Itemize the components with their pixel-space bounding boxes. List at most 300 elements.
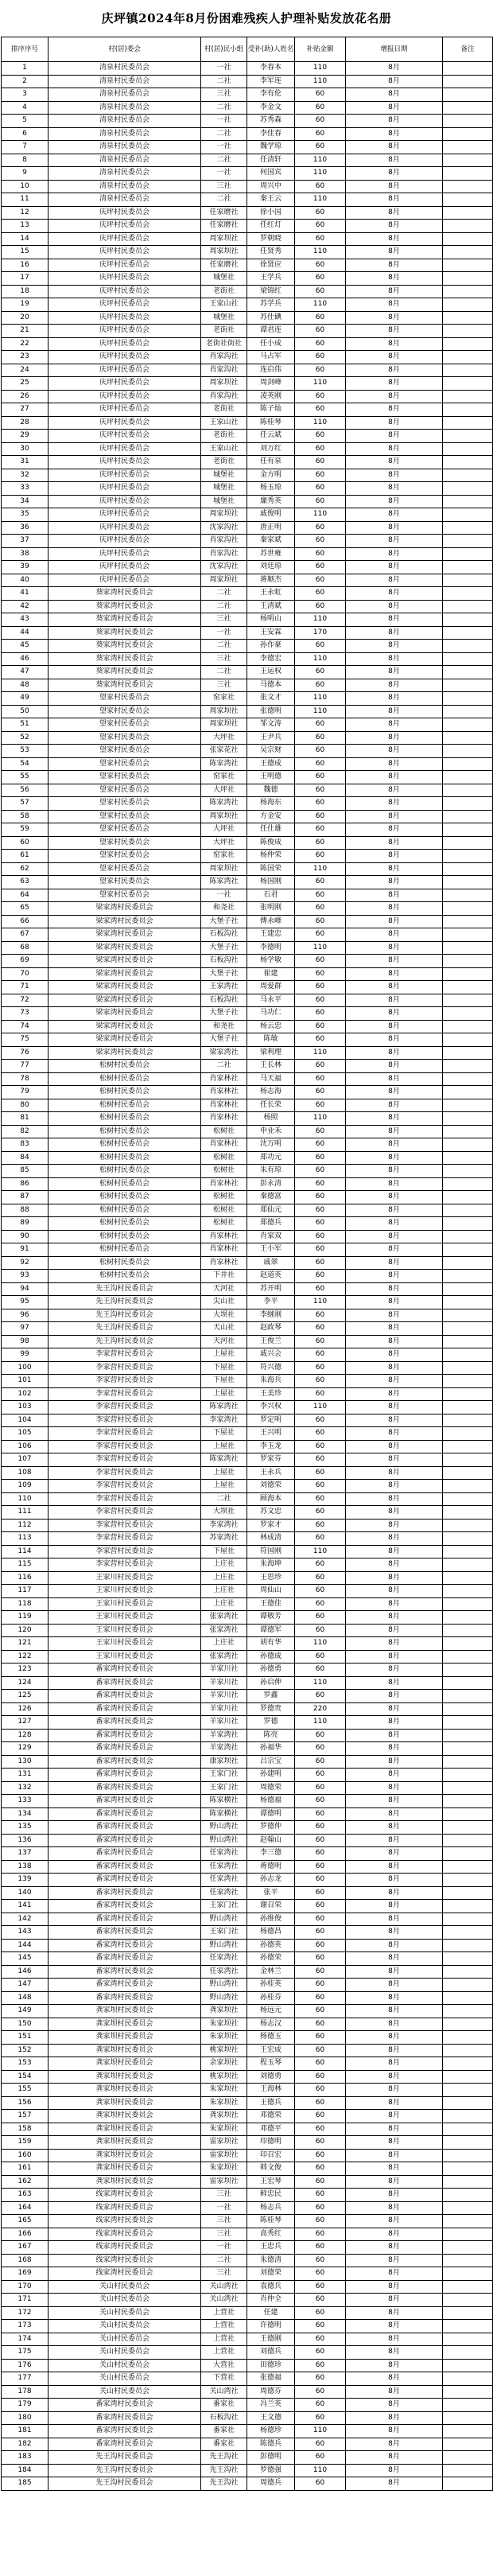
cell-committee: 番家湾村民委员会: [49, 1702, 201, 1716]
cell-name: 马功仁: [247, 1007, 295, 1021]
cell-group: 张家花社: [201, 745, 247, 758]
cell-name: 李继刚: [247, 1309, 295, 1322]
cell-remark: [443, 1191, 493, 1204]
cell-seq: 11: [2, 193, 49, 207]
cell-committee: 庆坪村民委员会: [49, 495, 201, 508]
cell-amount: 60: [295, 600, 346, 613]
cell-date: 8月: [346, 2018, 443, 2031]
cell-amount: 60: [295, 1204, 346, 1217]
cell-group: 陈家湾社: [201, 757, 247, 771]
cell-amount: 60: [295, 745, 346, 758]
cell-remark: [443, 390, 493, 403]
cell-name: 朱德清: [247, 2254, 295, 2267]
cell-amount: 60: [295, 1125, 346, 1138]
cell-remark: [443, 2294, 493, 2307]
cell-date: 8月: [346, 1191, 443, 1204]
cell-remark: [443, 2320, 493, 2333]
table-row: [2, 2215, 493, 2228]
cell-name: 苏开明: [247, 1282, 295, 1296]
cell-name: 罗德强: [247, 2464, 295, 2477]
cell-date: 8月: [346, 1125, 443, 1138]
cell-name: 王永虹: [247, 587, 295, 601]
cell-group: 下井社: [201, 1270, 247, 1283]
cell-seq: 104: [2, 1414, 49, 1427]
cell-group: 任家湾社: [201, 1860, 247, 1874]
table-row: [2, 967, 493, 981]
cell-date: 8月: [346, 587, 443, 601]
cell-amount: 60: [295, 1506, 346, 1520]
cell-amount: 60: [295, 2333, 346, 2346]
cell-name: 傅永峰: [247, 915, 295, 928]
cell-seq: 116: [2, 1571, 49, 1585]
cell-amount: 60: [295, 2189, 346, 2202]
cell-date: 8月: [346, 1558, 443, 1572]
cell-remark: [443, 167, 493, 181]
table-row: [2, 1453, 493, 1467]
table-row: [2, 535, 493, 548]
cell-date: 8月: [346, 902, 443, 916]
cell-remark: [443, 115, 493, 128]
table-row: [2, 2005, 493, 2018]
cell-name: 陈俊成: [247, 836, 295, 850]
cell-committee: 龚家坝村民委员会: [49, 2175, 201, 2189]
cell-seq: 128: [2, 1729, 49, 1742]
cell-amount: 60: [295, 850, 346, 863]
cell-name: 马永平: [247, 994, 295, 1007]
table-row: [2, 1492, 493, 1506]
table-row: [2, 1335, 493, 1348]
table-row: [2, 1571, 493, 1585]
cell-remark: [443, 889, 493, 902]
cell-amount: 60: [295, 1571, 346, 1585]
table-row: [2, 1519, 493, 1532]
cell-name: 郑功元: [247, 1151, 295, 1165]
cell-date: 8月: [346, 154, 443, 167]
cell-date: 8月: [346, 1755, 443, 1769]
cell-date: 8月: [346, 2084, 443, 2097]
cell-remark: [443, 246, 493, 259]
cell-date: 8月: [346, 797, 443, 811]
cell-group: 二社: [201, 101, 247, 115]
cell-group: 天山社: [201, 1322, 247, 1336]
cell-group: 周家坝社: [201, 246, 247, 259]
cell-amount: 110: [295, 1716, 346, 1730]
cell-group: 一社: [201, 889, 247, 902]
cell-group: 关山湾社: [201, 2280, 247, 2294]
cell-group: 雷家坝社: [201, 2149, 247, 2162]
cell-remark: [443, 902, 493, 916]
cell-remark: [443, 2110, 493, 2123]
cell-group: 老街社: [201, 285, 247, 298]
cell-name: 朱有琼: [247, 1165, 295, 1178]
cell-seq: 55: [2, 771, 49, 784]
cell-amount: 60: [295, 2005, 346, 2018]
cell-seq: 90: [2, 1230, 49, 1243]
cell-group: 王家门社: [201, 1926, 247, 1940]
cell-name: 鲜忠民: [247, 2189, 295, 2202]
table-row: [2, 167, 493, 181]
cell-seq: 106: [2, 1440, 49, 1453]
table-row: [2, 364, 493, 377]
cell-amount: 60: [295, 337, 346, 351]
cell-seq: 42: [2, 600, 49, 613]
cell-amount: 60: [295, 115, 346, 128]
cell-date: 8月: [346, 652, 443, 666]
cell-group: 肖家林社: [201, 1177, 247, 1191]
cell-group: 一社: [201, 62, 247, 76]
cell-date: 8月: [346, 1492, 443, 1506]
cell-seq: 100: [2, 1361, 49, 1375]
cell-name: 金方明: [247, 469, 295, 482]
cell-amount: 60: [295, 928, 346, 942]
cell-committee: 庆坪村民委员会: [49, 206, 201, 220]
cell-date: 8月: [346, 1519, 443, 1532]
cell-remark: [443, 180, 493, 193]
cell-amount: 60: [295, 1387, 346, 1401]
cell-seq: 162: [2, 2175, 49, 2189]
cell-name: 蒋顺杰: [247, 574, 295, 587]
cell-date: 8月: [346, 1046, 443, 1060]
cell-date: 8月: [346, 1099, 443, 1112]
table-row: [2, 797, 493, 811]
cell-remark: [443, 1060, 493, 1073]
cell-remark: [443, 797, 493, 811]
cell-committee: 李家营村民委员会: [49, 1440, 201, 1453]
cell-committee: 先王沟村民委员会: [49, 1322, 201, 1336]
cell-seq: 130: [2, 1755, 49, 1769]
cell-group: 羊家川社: [201, 1664, 247, 1677]
cell-date: 8月: [346, 115, 443, 128]
col-header-group: 村(居)民小组: [201, 37, 247, 62]
cell-date: 8月: [346, 955, 443, 968]
table-row: [2, 1637, 493, 1651]
cell-group: 大坪社: [201, 731, 247, 745]
cell-seq: 25: [2, 377, 49, 391]
cell-group: 上庄社: [201, 1585, 247, 1598]
cell-amount: 110: [295, 508, 346, 522]
cell-seq: 93: [2, 1270, 49, 1283]
page-title: 庆坪镇2024年8月份困难残疾人护理补贴发放花名册: [101, 11, 392, 25]
cell-group: 二社: [201, 75, 247, 88]
cell-committee: 葵家湾村民委员会: [49, 600, 201, 613]
cell-seq: 124: [2, 1676, 49, 1690]
cell-date: 8月: [346, 2096, 443, 2110]
cell-date: 8月: [346, 2464, 443, 2477]
cell-date: 8月: [346, 2372, 443, 2386]
table-row: [2, 2162, 493, 2176]
table-row: [2, 1781, 493, 1795]
cell-date: 8月: [346, 1401, 443, 1414]
cell-amount: 60: [295, 1900, 346, 1913]
table-row: [2, 1558, 493, 1572]
cell-seq: 141: [2, 1900, 49, 1913]
cell-amount: 60: [295, 2254, 346, 2267]
cell-committee: 番家湾村民委员会: [49, 1834, 201, 1847]
cell-amount: 60: [295, 718, 346, 732]
table-row: [2, 2267, 493, 2281]
cell-group: 沈家沟社: [201, 521, 247, 535]
cell-committee: 线家湾村民委员会: [49, 2228, 201, 2241]
cell-name: 韩文俊: [247, 2162, 295, 2176]
cell-remark: [443, 2464, 493, 2477]
cell-remark: [443, 1860, 493, 1874]
disability-subsidy-table: [1, 37, 493, 2491]
cell-name: 刘德荣: [247, 2267, 295, 2281]
table-row: [2, 1322, 493, 1336]
cell-date: 8月: [346, 232, 443, 246]
cell-remark: [443, 62, 493, 76]
cell-seq: 101: [2, 1375, 49, 1388]
cell-amount: 170: [295, 626, 346, 640]
table-row: [2, 351, 493, 364]
table-row: [2, 2399, 493, 2412]
cell-group: 下屋社: [201, 1375, 247, 1388]
table-row: [2, 561, 493, 574]
cell-remark: [443, 1637, 493, 1651]
cell-group: 上庄社: [201, 1571, 247, 1585]
cell-amount: 60: [295, 1165, 346, 1178]
cell-group: 和尧社: [201, 902, 247, 916]
cell-group: 周家坝社: [201, 232, 247, 246]
cell-remark: [443, 1007, 493, 1021]
table-row: [2, 456, 493, 469]
cell-seq: 177: [2, 2372, 49, 2386]
col-header-seq: 排序序号: [2, 37, 49, 62]
cell-group: 周家坝社: [201, 862, 247, 876]
cell-seq: 8: [2, 154, 49, 167]
cell-amount: 60: [295, 1453, 346, 1467]
cell-committee: 松树村民委员会: [49, 1191, 201, 1204]
cell-seq: 181: [2, 2425, 49, 2438]
cell-committee: 松树村民委员会: [49, 1165, 201, 1178]
table-row: [2, 1597, 493, 1611]
cell-remark: [443, 1177, 493, 1191]
cell-remark: [443, 876, 493, 889]
cell-group: 桃家坝社: [201, 2070, 247, 2084]
cell-remark: [443, 1729, 493, 1742]
cell-amount: 110: [295, 1112, 346, 1126]
cell-committee: 番家湾村民委员会: [49, 1664, 201, 1677]
cell-seq: 62: [2, 862, 49, 876]
cell-amount: 60: [295, 272, 346, 286]
cell-seq: 103: [2, 1401, 49, 1414]
cell-seq: 145: [2, 1952, 49, 1966]
cell-group: 老街社: [201, 325, 247, 338]
cell-date: 8月: [346, 994, 443, 1007]
cell-committee: 庆坪村民委员会: [49, 220, 201, 233]
cell-date: 8月: [346, 2267, 443, 2281]
cell-remark: [443, 272, 493, 286]
cell-seq: 29: [2, 430, 49, 443]
cell-group: 朱家坝社: [201, 2084, 247, 2097]
cell-date: 8月: [346, 1007, 443, 1021]
cell-remark: [443, 1952, 493, 1966]
cell-remark: [443, 2057, 493, 2071]
table-row: [2, 1926, 493, 1940]
cell-remark: [443, 442, 493, 456]
cell-group: 羊家川社: [201, 1702, 247, 1716]
cell-date: 8月: [346, 941, 443, 955]
cell-remark: [443, 1506, 493, 1520]
cell-amount: 60: [295, 955, 346, 968]
table-row: [2, 232, 493, 246]
cell-remark: [443, 154, 493, 167]
cell-remark: [443, 2123, 493, 2136]
cell-committee: 清泉村民委员会: [49, 193, 201, 207]
cell-amount: 60: [295, 902, 346, 916]
cell-seq: 51: [2, 718, 49, 732]
cell-committee: 松树村民委员会: [49, 1217, 201, 1231]
cell-seq: 92: [2, 1256, 49, 1270]
cell-amount: 60: [295, 731, 346, 745]
cell-seq: 154: [2, 2070, 49, 2084]
cell-date: 8月: [346, 1926, 443, 1940]
table-row: [2, 482, 493, 496]
cell-name: 王明德: [247, 771, 295, 784]
cell-date: 8月: [346, 2451, 443, 2465]
cell-group: 番家社: [201, 2425, 247, 2438]
cell-amount: 60: [295, 430, 346, 443]
cell-name: 印德明: [247, 2136, 295, 2150]
cell-remark: [443, 1361, 493, 1375]
cell-remark: [443, 955, 493, 968]
cell-committee: 番家湾村民委员会: [49, 2411, 201, 2425]
cell-remark: [443, 1676, 493, 1690]
cell-name: 孙德英: [247, 1939, 295, 1952]
cell-date: 8月: [346, 482, 443, 496]
cell-name: 王宏成: [247, 2044, 295, 2057]
cell-remark: [443, 2149, 493, 2162]
cell-group: 番家社: [201, 2438, 247, 2451]
cell-amount: 60: [295, 1847, 346, 1861]
cell-group: 一社: [201, 2241, 247, 2255]
cell-committee: 庆坪村民委员会: [49, 325, 201, 338]
cell-date: 8月: [346, 1335, 443, 1348]
cell-name: 杨海东: [247, 797, 295, 811]
cell-committee: 望家村民委员会: [49, 718, 201, 732]
cell-group: 大坝社: [201, 1506, 247, 1520]
cell-group: 石板沟社: [201, 2411, 247, 2425]
table-row: [2, 705, 493, 718]
cell-name: 刘廷琼: [247, 561, 295, 574]
cell-remark: [443, 666, 493, 679]
cell-name: 任小成: [247, 337, 295, 351]
cell-seq: 72: [2, 994, 49, 1007]
cell-name: 任红灯: [247, 220, 295, 233]
cell-seq: 146: [2, 1965, 49, 1979]
col-header-date: 增报日期: [346, 37, 443, 62]
cell-seq: 4: [2, 101, 49, 115]
cell-group: 张家湾社: [201, 1650, 247, 1664]
cell-remark: [443, 994, 493, 1007]
cell-remark: [443, 1282, 493, 1296]
cell-committee: 李家营村民委员会: [49, 1466, 201, 1480]
cell-seq: 114: [2, 1545, 49, 1558]
table-row: [2, 666, 493, 679]
cell-amount: 60: [295, 1886, 346, 1900]
cell-amount: 110: [295, 613, 346, 627]
cell-group: 关山湾社: [201, 2385, 247, 2399]
cell-date: 8月: [346, 272, 443, 286]
cell-amount: 60: [295, 561, 346, 574]
cell-date: 8月: [346, 784, 443, 797]
cell-group: 肖家林社: [201, 1256, 247, 1270]
cell-committee: 清泉村民委员会: [49, 75, 201, 88]
cell-committee: 松树村民委员会: [49, 1177, 201, 1191]
table-row: [2, 2136, 493, 2150]
cell-name: 石君: [247, 889, 295, 902]
cell-amount: 60: [295, 220, 346, 233]
cell-name: 马天福: [247, 1072, 295, 1086]
cell-amount: 60: [295, 2399, 346, 2412]
cell-seq: 78: [2, 1072, 49, 1086]
cell-amount: 60: [295, 1532, 346, 1546]
cell-remark: [443, 1965, 493, 1979]
table-row: [2, 2070, 493, 2084]
cell-group: 上屋社: [201, 1387, 247, 1401]
cell-date: 8月: [346, 246, 443, 259]
table-row: [2, 1913, 493, 1926]
cell-remark: [443, 2201, 493, 2215]
cell-seq: 142: [2, 1913, 49, 1926]
cell-date: 8月: [346, 626, 443, 640]
table-row: [2, 574, 493, 587]
cell-date: 8月: [346, 574, 443, 587]
cell-seq: 149: [2, 2005, 49, 2018]
table-row: [2, 640, 493, 653]
cell-group: 陈家横社: [201, 1807, 247, 1821]
table-row: [2, 206, 493, 220]
cell-seq: 107: [2, 1453, 49, 1467]
table-row: [2, 2149, 493, 2162]
cell-amount: 60: [295, 967, 346, 981]
cell-seq: 157: [2, 2110, 49, 2123]
table-row: [2, 718, 493, 732]
cell-seq: 168: [2, 2254, 49, 2267]
cell-date: 8月: [346, 1939, 443, 1952]
cell-amount: 60: [295, 521, 346, 535]
cell-amount: 60: [295, 2372, 346, 2386]
cell-seq: 163: [2, 2189, 49, 2202]
cell-group: 陈家湾社: [201, 1401, 247, 1414]
cell-name: 杨玉琼: [247, 482, 295, 496]
cell-group: 肖家林社: [201, 1138, 247, 1152]
cell-date: 8月: [346, 1453, 443, 1467]
cell-date: 8月: [346, 2438, 443, 2451]
cell-group: 大坪社: [201, 823, 247, 837]
cell-group: 松树社: [201, 1191, 247, 1204]
cell-name: 周德荣: [247, 1781, 295, 1795]
cell-group: 松树社: [201, 1204, 247, 1217]
cell-committee: 李家营村民委员会: [49, 1532, 201, 1546]
cell-amount: 60: [295, 1913, 346, 1926]
table-row: [2, 390, 493, 403]
cell-committee: 望家村民委员会: [49, 705, 201, 718]
cell-group: 二社: [201, 193, 247, 207]
cell-date: 8月: [346, 2110, 443, 2123]
cell-group: 上庄社: [201, 1637, 247, 1651]
cell-seq: 151: [2, 2031, 49, 2045]
cell-date: 8月: [346, 1322, 443, 1336]
cell-group: 二社: [201, 666, 247, 679]
cell-group: 一社: [201, 626, 247, 640]
table-row: [2, 1532, 493, 1546]
cell-amount: 60: [295, 127, 346, 141]
cell-group: 二社: [201, 154, 247, 167]
cell-group: 三社: [201, 652, 247, 666]
cell-committee: 番家湾村民委员会: [49, 1781, 201, 1795]
cell-date: 8月: [346, 364, 443, 377]
